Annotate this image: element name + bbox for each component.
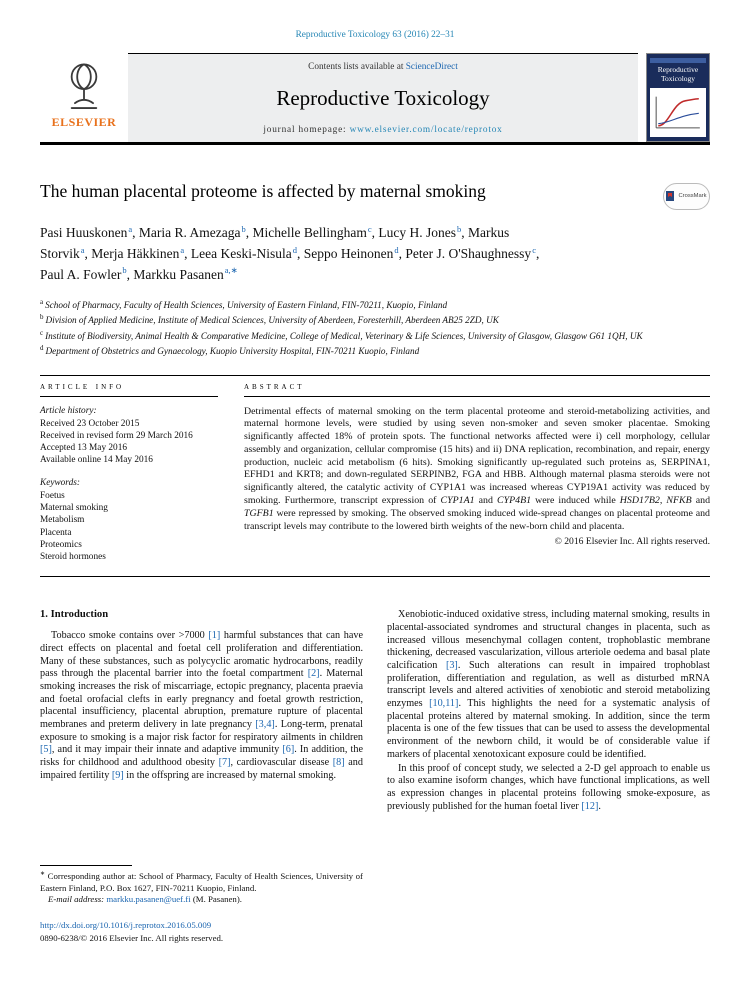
- sciencedirect-link[interactable]: ScienceDirect: [405, 62, 458, 72]
- article-history-label: Article history:: [40, 405, 97, 416]
- author-affiliation-sup: a: [128, 223, 133, 234]
- author-affiliation-sup: a: [180, 244, 185, 255]
- history-item: Received 23 October 2015: [40, 418, 140, 429]
- author-affiliation-sup: b: [122, 265, 127, 276]
- imprint-block: [40, 919, 363, 945]
- journal-citation[interactable]: Reproductive Toxicology 63 (2016) 22–31: [295, 30, 455, 40]
- author-affiliation-sup: d: [292, 244, 298, 255]
- journal-cover-thumbnail[interactable]: [646, 53, 710, 142]
- body-paragraph-3: In this proof of concept study, we selected a 2-D gel approach to enable us to also examine isoform changes, which have functional implications, as well as expression changes in placental proteins following smoke-exposure, as previously published for the human foetal liver [12].: [387, 762, 710, 812]
- author[interactable]: Paul A. Fowler$^b$ ,: [40, 267, 133, 282]
- crossmark-label: CrossMark: [678, 193, 707, 200]
- author[interactable]: Michelle Bellingham$^c$ ,: [253, 225, 379, 240]
- cover-chart: [650, 88, 706, 137]
- citation-link[interactable]: [10,11]: [429, 698, 459, 710]
- author-affiliation-sup: b: [457, 223, 462, 234]
- email-note: E-mail address: markku.pasanen@uef.fi (M. Pasanen).: [48, 894, 242, 905]
- author-affiliation-sup: c: [367, 223, 372, 234]
- history-item: Available online 14 May 2016: [40, 455, 153, 466]
- crossmark-badge[interactable]: [663, 183, 710, 210]
- affiliation-sup: b: [40, 313, 44, 322]
- homepage-url-link[interactable]: www.elsevier.com/locate/reprotox: [349, 124, 503, 135]
- keyword-item: Metabolism: [40, 515, 85, 526]
- contents-line: [308, 62, 458, 72]
- abstract-column: [244, 376, 710, 564]
- article-info-abstract-section: [40, 375, 710, 564]
- author[interactable]: Lucy H. Jones$^b$ ,: [378, 225, 468, 240]
- journal-title: Reproductive Toxicology: [276, 85, 490, 110]
- body-left-column: [40, 609, 363, 945]
- column-spacer: [40, 783, 363, 866]
- affiliation-list: [40, 297, 710, 359]
- affiliation-sup: a: [40, 298, 44, 307]
- affiliation: [40, 343, 710, 358]
- citation-link[interactable]: [7]: [218, 757, 231, 769]
- affiliation-text: Department of Obstetrics and Gynaecology, Kuopio University Hospital, FIN-70211 Kuopio, Finland: [45, 346, 420, 357]
- citation-link[interactable]: [8]: [332, 757, 345, 769]
- article-history-list: [40, 418, 218, 467]
- intro-paragraph-1: Tobacco smoke contains over >7000 [1] harmful substances that can have direct effects on placental and foetal cell proliferation and differentiation. Many of these substances, such as polycyclic aromatic hydrocarbons, readily pass through the placental barrier into the foetal compartment [2]. Maternal smoking increases the risk of miscarriage, ectopic pregnancy, placenta praevia and foetal orofacial clefts in early pregnancy and foetal growth restriction, placental insufficiency, placental abruption, premature rupture of placental membranes and preterm delivery in late pregnancy [3,4]. Long-term, prenatal exposure to smoking is a major risk factor for respiratory ailments in children [5], and it may impair their innate and adaptive immunity [6]. In addition, the risks for childhood and adulthood obesity [7], cardiovascular disease [8] and impaired fertility [9] in the offspring are increased by maternal smoking.: [40, 630, 363, 781]
- citation-link[interactable]: [5]: [40, 744, 52, 756]
- corresponding-author-note: ∗ Corresponding author at: School of Pharmacy, Faculty of Health Sciences, University of Eastern Finland, P.O. Box 1627, FIN-70211 Kuopio, Finland.: [40, 871, 363, 893]
- journal-banner: [128, 53, 638, 142]
- author-affiliation-sup: d: [394, 244, 399, 255]
- abstract-text: Detrimental effects of maternal smoking on the term placental proteome and steroid-metabolizing activities, and maternal hormone levels, were studied by using seven non-smoker and seven smoker placentae. Smoking significantly affected 18% of protein spots. The functional networks affected were i) cell morphology, cellular assembly and organization, cellular compromise (15 hits) and ii) DNA replication, recombination, and repair, energy production, nucleic acid metabolism (6 hits). Smoking significantly up-regulated such proteins as, SERPINA1, EFHD1 and KRT8; and down-regulated SERPINB2, FGA and HBB. Although maternal plasma steroids were not significantly altered, the catalytic activity of CYP1A1 was increased whereas CYP19A1 activity was reduced by smoking. Furthermore, transcript expression of CYP1A1 and CYP4B1 were induced while HSD17B2, NFKB and TGFB1 were repressed by smoking. The observed smoking induced wide-spread changes on placental proteome and transcript levels may contribute to the lowered birth weights of the new-born child and placenta.: [244, 405, 711, 532]
- title-row: [40, 181, 710, 210]
- body-paragraph-2: Xenobiotic-induced oxidative stress, including maternal smoking, results in placental-associated syndromes and structural changes in placenta, such as increased villous mesenchymal collagen content, trophoblastic membrane thickening, decreased vascularization, villous arteriole oedema and basal plate calcification [3]. Such alterations can result in impaired trophoblast proliferation, differentiation and regulation, as well as disturbed mRNA transcript levels and altered activities of xenobiotic and steroid metabolizing enzymes [10,11]. This highlights the need for a systematic analysis of placental proteins altered by maternal smoking. In addition, since the term placenta is one of the few tissues that can be used to assess the developmental environment of the newborn child, it would be of considerable value if markers of placental xenotoxicant exposure could be identified.: [387, 609, 710, 760]
- citation-link[interactable]: [3,4]: [255, 719, 275, 731]
- affiliation-sup: d: [40, 344, 44, 353]
- author[interactable]: Markus Storvik$^a$ ,: [40, 225, 509, 261]
- citation-link[interactable]: [12]: [581, 800, 599, 812]
- article-info-heading: article info: [40, 376, 218, 397]
- keywords-label: Keywords:: [40, 477, 80, 488]
- journal-header: [40, 53, 710, 142]
- author-affiliation-sup: a,∗: [224, 265, 238, 276]
- copyright-line: © 2016 Elsevier Inc. All rights reserved.: [554, 536, 710, 548]
- contents-prefix: Contents lists available at: [308, 62, 406, 72]
- footnote-rule: [40, 865, 132, 866]
- abstract-heading: abstract: [244, 376, 710, 397]
- elsevier-tree-icon: [59, 57, 109, 113]
- keyword-item: Steroid hormones: [40, 552, 106, 563]
- citation-link[interactable]: [2]: [307, 668, 320, 680]
- affiliation-text: Institute of Biodiversity, Animal Health & Comparative Medicine, College of Medical, Veterinary & Life Sciences, University of Glasgow, Glasgow G61 1QH, UK: [45, 330, 643, 341]
- citation-link[interactable]: [9]: [111, 769, 124, 781]
- author[interactable]: Leea Keski-Nisula$^d$ ,: [191, 246, 304, 261]
- crossmark-icon: [666, 191, 676, 202]
- doi-link[interactable]: http://dx.doi.org/10.1016/j.reprotox.2016.05.009: [40, 919, 212, 930]
- affiliation: [40, 328, 710, 343]
- author[interactable]: Markku Pasanen$^{a,∗}$: [133, 265, 238, 282]
- keyword-item: Placenta: [40, 527, 72, 538]
- cover-band: [650, 58, 706, 63]
- history-item: Accepted 13 May 2016: [40, 443, 128, 454]
- article-title: The human placental proteome is affected by maternal smoking: [40, 180, 486, 201]
- citation-link[interactable]: [6]: [282, 744, 295, 756]
- author-list: [40, 223, 555, 285]
- issn-line: 0890-6238/© 2016 Elsevier Inc. All rights reserved.: [40, 933, 224, 944]
- affiliation-text: Division of Applied Medicine, Institute of Medical Sciences, University of Aberdeen, Foresterhill, Aberdeen AB25 2ZD, UK: [45, 315, 499, 326]
- homepage-line: [263, 125, 502, 135]
- author-affiliation-sup: a: [80, 244, 85, 255]
- author[interactable]: Seppo Heinonen$^d$ ,: [304, 246, 406, 261]
- affiliation-text: School of Pharmacy, Faculty of Health Sciences, University of Eastern Finland, FIN-70211, Kuopio, Finland: [45, 300, 448, 311]
- email-link[interactable]: markku.pasanen@uef.fi: [106, 894, 191, 905]
- author[interactable]: Pasi Huuskonen$^a$ ,: [40, 225, 139, 240]
- author-affiliation-sup: b: [241, 223, 246, 234]
- author[interactable]: Maria R. Amezaga$^b$ ,: [139, 225, 253, 240]
- cover-title: Reproductive Toxicology: [657, 65, 699, 83]
- citation-link[interactable]: [1]: [208, 630, 221, 642]
- citation-link[interactable]: [3]: [445, 660, 458, 672]
- author[interactable]: Peter J. O'Shaughnessy$^c$ ,: [405, 246, 539, 261]
- body-right-column: [387, 609, 710, 945]
- affiliation-sup: c: [40, 328, 44, 337]
- header-rule: [40, 142, 710, 145]
- history-item: Received in revised form 29 March 2016: [40, 430, 193, 441]
- keyword-item: Maternal smoking: [40, 502, 108, 513]
- keyword-item: Proteomics: [40, 539, 82, 550]
- keywords-list: [40, 490, 218, 564]
- author[interactable]: Merja Häkkinen$^a$ ,: [91, 246, 191, 261]
- article-body: [40, 609, 710, 945]
- author-affiliation-sup: c: [532, 244, 536, 255]
- affiliation: [40, 297, 710, 312]
- keyword-item: Foetus: [40, 490, 65, 501]
- section-heading-introduction: 1. Introduction: [40, 609, 109, 621]
- affiliation: [40, 312, 710, 327]
- elsevier-logo[interactable]: [40, 53, 128, 142]
- section-divider-rule: [40, 576, 710, 577]
- homepage-label: journal homepage:: [263, 124, 350, 135]
- article-info-column: [40, 376, 218, 564]
- elsevier-wordmark: ELSEVIER: [51, 115, 117, 129]
